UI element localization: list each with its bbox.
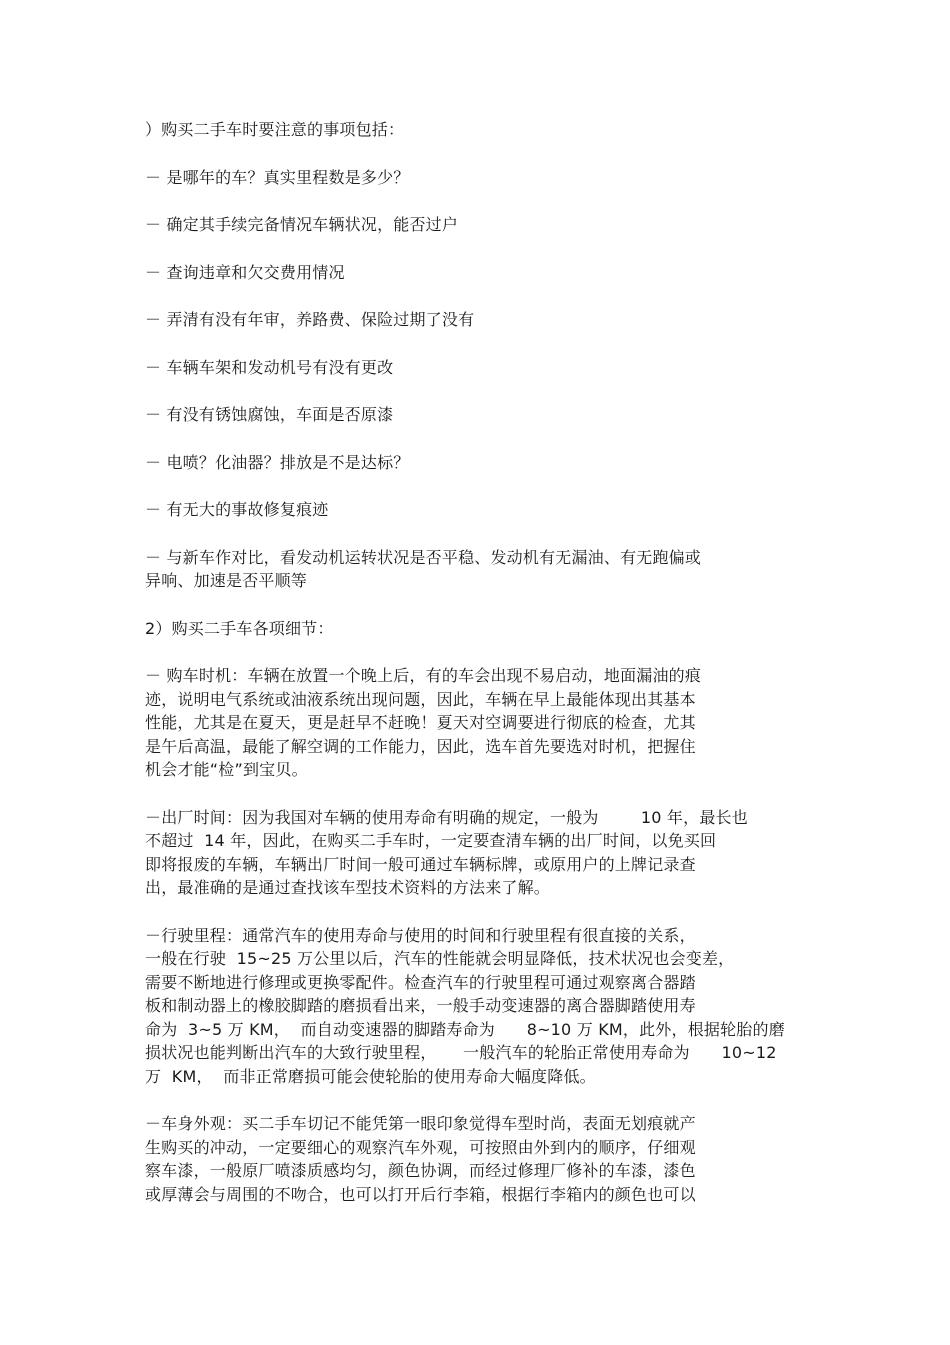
text-line: 是午后高温，最能了解空调的工作能力，因此，选车首先要选对时机，把握住 (145, 736, 696, 756)
text-line: 损状况也能判断出汽车的大致行驶里程， 一般汽车的轮胎正常使用寿命为 10~12 (145, 1043, 777, 1062)
checklist-item-2: － 确定其手续完备情况车辆状况，能否过户 (145, 215, 459, 234)
text-line: － 与新车作对比，看发动机运转状况是否平稳、发动机有无漏油、有无跑偏或 (145, 547, 702, 567)
checklist-item-8: － 有无大的事故修复痕迹 (145, 500, 329, 519)
text-line: －出厂时间：因为我国对车辆的使用寿命有明确的规定，一般为 10 年，最长也 (145, 807, 748, 827)
text-line: 不超过 14 年，因此，在购买二手车时，一定要查清车辆的出厂时间，以免买回 (145, 831, 717, 850)
paragraph-mileage (145, 924, 825, 1089)
text-line: － 购车时机：车辆在放置一个晚上后，有的车会出现不易启动，地面漏油的痕 (145, 666, 702, 685)
text-line: 机会才能“检”到宝贝。 (145, 760, 308, 779)
paragraph-factory-date (145, 806, 825, 900)
checklist-item-1: － 是哪年的车？真实里程数是多少？ (145, 167, 410, 187)
text-line: 板和制动器上的橡胶脚踏的磨损看出来，一般手动变速器的离合器脚踏使用寿 (145, 996, 696, 1015)
text-line: 万 KM， 而非正常磨损可能会使轮胎的使用寿命大幅度降低。 (145, 1066, 596, 1086)
checklist-item-4: － 弄清有没有年审，养路费、保险过期了没有 (145, 310, 475, 329)
checklist-item-7: － 电喷？化油器？排放是不是达标？ (145, 452, 410, 472)
text-line: 即将报废的车辆，车辆出厂时间一般可通过车辆标牌，或原用户的上牌记录查 (145, 854, 696, 874)
checklist-item-3: － 查询违章和欠交费用情况 (145, 262, 345, 282)
paragraph-body-appearance (145, 1112, 825, 1206)
section1-heading: ）购买二手车时要注意的事项包括： (145, 120, 405, 139)
section2-heading: 2）购买二手车各项细节： (145, 618, 334, 638)
text-line: 需要不断地进行修理或更换零配件。检查汽车的行驶里程可通过观察离合器踏 (145, 972, 696, 992)
text-line: －车身外观：买二手车切记不能凭第一眼印象觉得车型时尚，表面无划痕就产 (145, 1114, 696, 1133)
text-line: 迹，说明电气系统或油液系统出现问题，因此，车辆在早上最能体现出其基本 (145, 689, 696, 709)
text-line: 生购买的冲动，一定要细心的观察汽车外观，可按照由外到内的顺序，仔细观 (145, 1137, 696, 1157)
text-line: 出，最准确的是通过查找该车型技术资料的方法来了解。 (145, 878, 551, 897)
text-line: 命为 3~5 万 KM， 而自动变速器的脚踏寿命为 8~10 万 KM，此外，根据轮胎的磨 (145, 1019, 785, 1039)
text-line: 一般在行驶 15~25 万公里以后，汽车的性能就会明显降低，技术状况也会变差， (145, 949, 735, 968)
checklist-item-5: － 车辆车架和发动机号有没有更改 (145, 357, 394, 377)
text-line: 察车漆，一般原厂喷漆质感均匀，颜色协调，而经过修理厂修补的车漆，漆色 (145, 1161, 696, 1180)
document-page (145, 118, 825, 1230)
text-line: 或厚薄会与周围的不吻合，也可以打开后行李箱，根据行李箱内的颜色也可以 (145, 1184, 696, 1204)
text-line: 异响、加速是否平顺等 (145, 571, 308, 590)
checklist-item-6: － 有没有锈蚀腐蚀，车面是否原漆 (145, 405, 394, 424)
text-line: 性能，尤其是在夏天，更是赶早不赶晚！夏天对空调要进行彻底的检查，尤其 (145, 713, 696, 732)
text-line: －行驶里程：通常汽车的使用寿命与使用的时间和行驶里程有很直接的关系， (145, 925, 696, 945)
checklist-item-9 (145, 546, 825, 593)
paragraph-purchase-timing (145, 664, 825, 782)
